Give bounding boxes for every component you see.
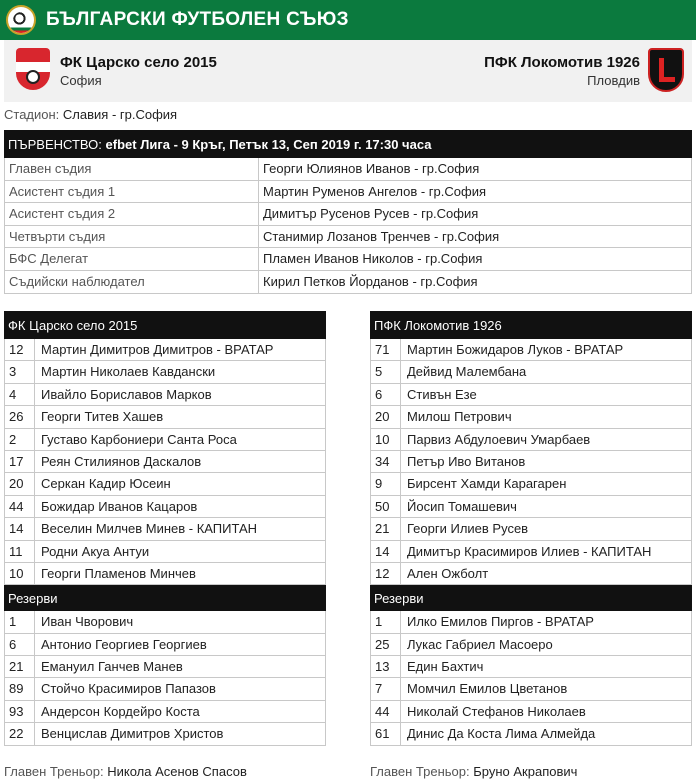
official-row <box>4 158 692 181</box>
player-number: 50 <box>371 496 401 517</box>
player-row <box>4 518 326 540</box>
player-number: 61 <box>371 723 401 744</box>
player-row <box>4 611 326 633</box>
away-reserves-title: Резерви <box>370 585 692 611</box>
player-name[interactable]: Густаво Карбониери Санта Роса <box>41 431 237 447</box>
competition-header <box>4 130 692 158</box>
player-name[interactable]: Лукас Габриел Масоеро <box>407 636 553 652</box>
player-name[interactable]: Николай Стефанов Николаев <box>407 703 586 719</box>
stadium-value: Славия - гр.София <box>62 107 178 122</box>
player-row <box>4 384 326 406</box>
official-row <box>4 203 692 226</box>
officials-table <box>4 130 692 294</box>
player-name[interactable]: Димитър Красимиров Илиев - КАПИТАН <box>407 543 652 559</box>
player-row <box>370 384 692 406</box>
official-row <box>4 271 692 294</box>
player-number: 2 <box>5 429 35 450</box>
player-row <box>4 473 326 495</box>
player-row <box>370 451 692 473</box>
player-number: 89 <box>5 678 35 699</box>
stadium-label: Стадион: <box>4 107 60 122</box>
player-name[interactable]: Ивайло Бориславов Марков <box>41 386 212 402</box>
player-number: 12 <box>371 563 401 584</box>
home-reserves-title: Резерви <box>4 585 326 611</box>
player-name[interactable]: Реян Стилиянов Даскалов <box>41 453 202 469</box>
player-row <box>370 678 692 700</box>
away-coach <box>370 764 577 779</box>
bfs-logo-icon[interactable] <box>6 5 36 35</box>
player-number: 6 <box>5 634 35 655</box>
official-row <box>4 248 692 271</box>
away-team-crest-icon[interactable] <box>648 48 684 94</box>
player-name[interactable]: Иван Чворович <box>41 614 134 630</box>
player-number: 14 <box>371 541 401 562</box>
player-name[interactable]: Стивън Езе <box>407 386 477 402</box>
teams-header <box>4 40 692 102</box>
player-number: 44 <box>5 496 35 517</box>
player-number: 22 <box>5 723 35 744</box>
player-name[interactable]: Бирсент Хамди Карагарен <box>407 476 567 492</box>
player-name[interactable]: Мартин Божидаров Луков - ВРАТАР <box>407 342 624 357</box>
player-row <box>370 339 692 361</box>
player-row <box>4 678 326 700</box>
player-row <box>4 723 326 745</box>
player-number: 11 <box>5 541 35 562</box>
player-number: 21 <box>371 518 401 539</box>
player-name[interactable]: Мартин Николаев Кавдански <box>41 364 216 380</box>
player-name[interactable]: Дейвид Малембана <box>407 364 527 380</box>
player-row <box>4 496 326 518</box>
away-squad-table <box>370 311 692 746</box>
player-row <box>4 634 326 656</box>
player-row <box>370 361 692 383</box>
player-name[interactable]: Георги Илиев Русев <box>407 521 529 537</box>
player-name[interactable]: Ален Ожболт <box>407 565 489 581</box>
player-number: 71 <box>371 339 401 360</box>
player-number: 34 <box>371 451 401 472</box>
player-name[interactable]: Йосип Томашевич <box>407 498 517 514</box>
home-squad-table <box>4 311 326 746</box>
competition-label: ПЪРВЕНСТВО: <box>8 136 102 152</box>
official-name: Пламен Иванов Николов - гр.София <box>263 251 483 267</box>
official-row <box>4 181 692 204</box>
official-role: Асистент съдия 2 <box>5 203 259 225</box>
official-name: Георги Юлиянов Иванов - гр.София <box>263 161 480 176</box>
home-team-crest-icon[interactable] <box>16 48 50 94</box>
player-name[interactable]: Парвиз Абдулоевич Умарбаев <box>407 431 591 447</box>
player-row <box>370 563 692 585</box>
official-role: Главен съдия <box>5 158 259 180</box>
player-name[interactable]: Венцислав Димитров Христов <box>41 726 224 742</box>
player-row <box>4 541 326 563</box>
player-number: 26 <box>5 406 35 427</box>
player-name[interactable]: Божидар Иванов Кацаров <box>41 498 198 514</box>
player-row <box>370 518 692 540</box>
away-team-city: Пловдив <box>587 73 640 88</box>
player-name[interactable]: Серкан Кадир Юсеин <box>41 476 171 492</box>
away-coach-label: Главен Треньор: <box>370 764 470 779</box>
official-role: Съдийски наблюдател <box>5 271 259 293</box>
home-squad-title: ФК Царско село 2015 <box>4 311 326 339</box>
player-number: 10 <box>5 563 35 584</box>
player-name[interactable]: Родни Акуа Антуи <box>41 543 150 559</box>
player-number: 20 <box>5 473 35 494</box>
player-number: 20 <box>371 406 401 427</box>
home-team-name[interactable]: ФК Царско село 2015 <box>60 54 217 71</box>
player-row <box>4 656 326 678</box>
player-row <box>370 496 692 518</box>
header-bar <box>0 0 696 40</box>
player-name[interactable]: Петър Иво Витанов <box>407 453 526 469</box>
player-row <box>370 634 692 656</box>
player-name[interactable]: Георги Титев Хашев <box>41 409 164 425</box>
player-name[interactable]: Един Бахтич <box>407 659 484 675</box>
player-number: 1 <box>5 611 35 632</box>
player-number: 5 <box>371 361 401 382</box>
competition-value: efbet Лига - 9 Кръг, Петък 13, Сеп 2019 г. 17:30 часа <box>105 136 432 152</box>
official-row <box>4 226 692 249</box>
official-name: Кирил Петков Йорданов - гр.София <box>263 273 478 289</box>
official-name: Димитър Русенов Русев - гр.София <box>263 206 479 222</box>
player-name[interactable]: Динис Да Коста Лима Алмейда <box>407 726 596 742</box>
player-name[interactable]: Стойчо Красимиров Папазов <box>41 681 216 697</box>
player-name[interactable]: Георги Пламенов Минчев <box>41 565 196 581</box>
player-name[interactable]: Момчил Емилов Цветанов <box>407 681 568 697</box>
player-row <box>370 406 692 428</box>
player-row <box>370 473 692 495</box>
home-team-city: София <box>60 73 102 88</box>
player-number: 6 <box>371 384 401 405</box>
official-name: Мартин Руменов Ангелов - гр.София <box>263 183 486 199</box>
player-name[interactable]: Антонио Георгиев Георгиев <box>41 636 207 652</box>
player-row <box>370 429 692 451</box>
player-number: 12 <box>5 339 35 360</box>
player-number: 3 <box>5 361 35 382</box>
player-number: 7 <box>371 678 401 699</box>
home-coach-name: Никола Асенов Спасов <box>107 764 247 779</box>
player-number: 17 <box>5 451 35 472</box>
player-row <box>4 339 326 361</box>
site-title[interactable]: БЪЛГАРСКИ ФУТБОЛЕН СЪЮЗ <box>46 9 349 30</box>
player-number: 13 <box>371 656 401 677</box>
player-name[interactable]: Милош Петрович <box>407 409 512 425</box>
player-row <box>4 451 326 473</box>
player-row <box>370 656 692 678</box>
player-name[interactable]: Веселин Милчев Минев - КАПИТАН <box>41 521 258 537</box>
official-role: Четвърти съдия <box>5 226 259 248</box>
player-number: 4 <box>5 384 35 405</box>
official-name: Станимир Лозанов Тренчев - гр.София <box>263 228 500 244</box>
player-number: 25 <box>371 634 401 655</box>
player-number: 14 <box>5 518 35 539</box>
player-row <box>370 723 692 745</box>
player-number: 44 <box>371 701 401 722</box>
player-row <box>4 361 326 383</box>
player-name[interactable]: Емануил Ганчев Манев <box>41 659 183 675</box>
player-name[interactable]: Илко Емилов Пиргов - ВРАТАР <box>407 614 594 630</box>
player-name[interactable]: Мартин Димитров Димитров - ВРАТАР <box>41 342 274 357</box>
player-name[interactable]: Андерсон Кордейро Коста <box>41 703 200 719</box>
official-role: Асистент съдия 1 <box>5 181 259 203</box>
player-row <box>370 541 692 563</box>
player-number: 93 <box>5 701 35 722</box>
player-number: 10 <box>371 429 401 450</box>
player-row <box>4 429 326 451</box>
official-role: БФС Делегат <box>5 248 259 270</box>
player-number: 1 <box>371 611 401 632</box>
away-coach-name: Бруно Акрапович <box>473 764 578 779</box>
player-row <box>370 701 692 723</box>
player-number: 21 <box>5 656 35 677</box>
home-coach-label: Главен Треньор: <box>4 764 104 779</box>
player-row <box>4 701 326 723</box>
player-row <box>4 406 326 428</box>
away-squad-title: ПФК Локомотив 1926 <box>370 311 692 339</box>
away-team-name[interactable]: ПФК Локомотив 1926 <box>484 54 640 71</box>
player-number: 9 <box>371 473 401 494</box>
player-row <box>4 563 326 585</box>
player-row <box>370 611 692 633</box>
stadium-info <box>4 107 177 122</box>
home-coach <box>4 764 247 779</box>
